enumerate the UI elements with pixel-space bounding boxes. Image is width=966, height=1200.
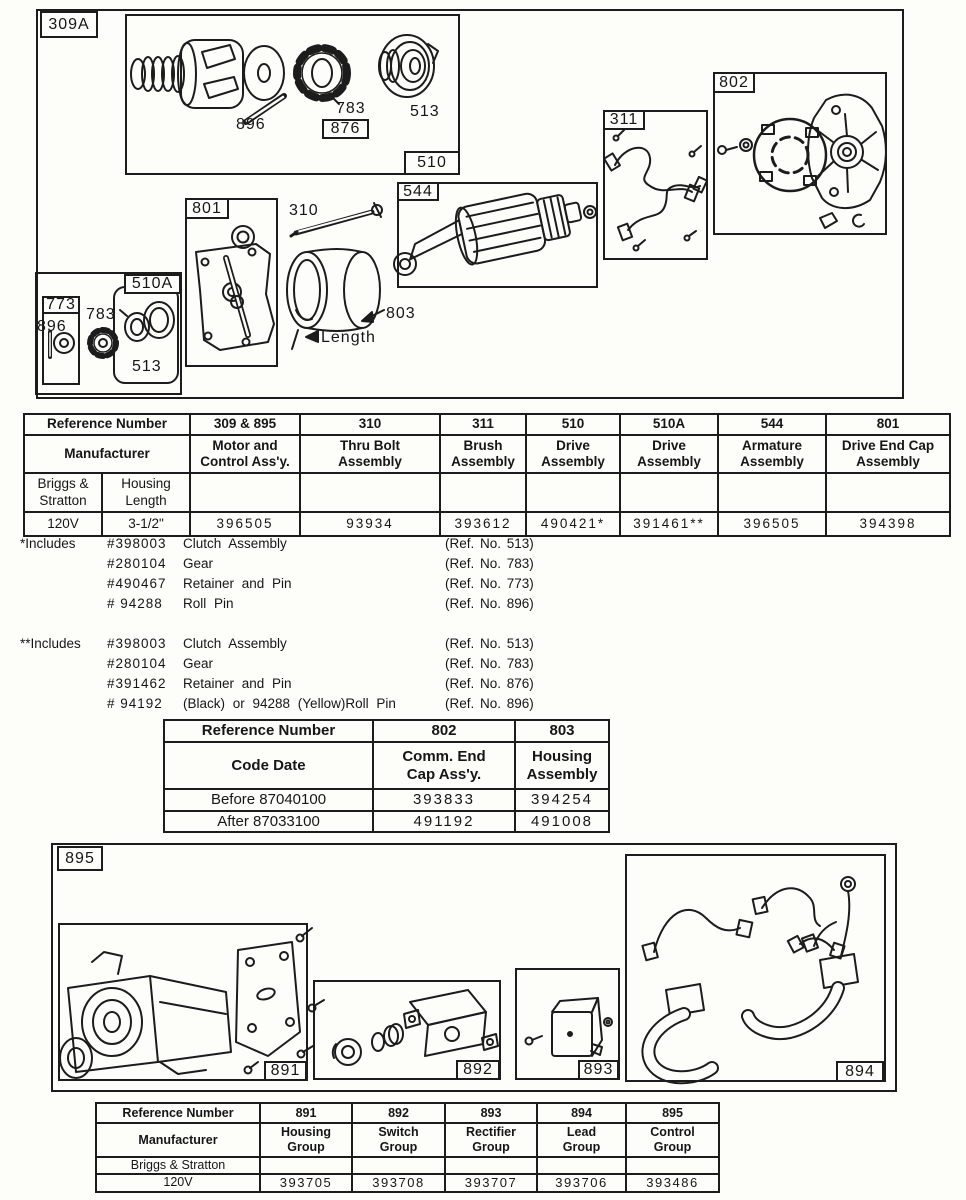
desc-line: Cap Ass'y. xyxy=(406,765,482,783)
label-box-891: 891 xyxy=(264,1061,307,1081)
t1-desc-drive-a xyxy=(620,435,718,473)
t3-col-894: 894 xyxy=(537,1103,626,1123)
t2-desc-housing xyxy=(515,742,609,789)
label-box-773: 773 xyxy=(42,296,80,314)
desc-line: Group xyxy=(653,1140,692,1154)
label-box-892: 892 xyxy=(456,1060,500,1080)
footnote-desc: (Black) or 94288 (Yellow)Roll Pin xyxy=(183,696,396,711)
desc-line: Drive xyxy=(652,437,686,453)
t1-empty xyxy=(440,473,526,512)
desc-line: Housing xyxy=(532,747,592,765)
label-896: 896 xyxy=(236,116,266,133)
t1-brand xyxy=(24,473,102,512)
t3-col-892: 892 xyxy=(352,1103,445,1123)
desc-line: Switch xyxy=(378,1125,419,1139)
desc-line: Control xyxy=(650,1125,695,1139)
footnote-line xyxy=(20,676,620,696)
t2-val-after-803: 491008 xyxy=(515,811,609,832)
label-513: 513 xyxy=(410,103,440,120)
footnote-ref: (Ref. No. 783) xyxy=(445,656,534,671)
desc-line: Rectifier xyxy=(465,1125,517,1139)
detail-box-802 xyxy=(713,72,887,235)
group-label-309a: 309A xyxy=(40,11,98,38)
label-box-876: 876 xyxy=(322,119,369,139)
t3-empty xyxy=(445,1157,537,1174)
desc-line: Group xyxy=(379,1140,418,1154)
t2-ref-header: Reference Number xyxy=(164,720,373,742)
label-box-801: 801 xyxy=(185,198,229,219)
t1-desc-end-cap xyxy=(826,435,950,473)
footnote-ref: (Ref. No. 783) xyxy=(445,556,534,571)
t1-col-510a: 510A xyxy=(620,414,718,435)
label-box-510a: 510A xyxy=(124,274,181,294)
t1-col-310: 310 xyxy=(300,414,440,435)
t3-empty xyxy=(352,1157,445,1174)
brand-line: Stratton xyxy=(39,492,87,508)
desc-line: Armature xyxy=(742,437,803,453)
footnote-part: #280104 xyxy=(107,656,167,671)
t2-code-date: Code Date xyxy=(164,742,373,789)
footnote-desc: Retainer and Pin xyxy=(183,676,292,691)
t3-val-893: 393707 xyxy=(445,1174,537,1192)
t1-desc-brush xyxy=(440,435,526,473)
t3-desc-housing xyxy=(260,1123,352,1157)
desc-line: Assembly xyxy=(338,454,402,469)
detail-box-311 xyxy=(603,110,708,260)
t2-val-before-803: 394254 xyxy=(515,789,609,811)
t3-col-893: 893 xyxy=(445,1103,537,1123)
starter-parts-table xyxy=(23,413,951,537)
t1-col-510: 510 xyxy=(526,414,620,435)
desc-line: Group xyxy=(287,1140,325,1154)
footnote-ref: (Ref. No. 896) xyxy=(445,696,534,711)
footnote-ref: (Ref. No. 513) xyxy=(445,536,534,551)
desc-line: Lead xyxy=(566,1125,597,1139)
t1-val-510a: 391461** xyxy=(620,512,718,536)
t3-manufacturer: Manufacturer xyxy=(96,1123,260,1157)
footnote-part: # 94288 xyxy=(107,596,163,611)
desc-line: Group xyxy=(472,1140,510,1154)
t3-val-894: 393706 xyxy=(537,1174,626,1192)
t1-val-544: 396505 xyxy=(718,512,826,536)
footnote-line xyxy=(20,556,620,576)
t3-empty xyxy=(260,1157,352,1174)
t1-ref-header: Reference Number xyxy=(24,414,190,435)
footnote-line xyxy=(20,536,620,556)
footnote-line xyxy=(20,696,620,716)
footnote-marker: *Includes xyxy=(20,536,76,551)
brand-line: Briggs & xyxy=(37,476,89,492)
label-310: 310 xyxy=(289,202,319,219)
t2-val-before-802: 393833 xyxy=(373,789,515,811)
housing-line: Housing xyxy=(121,476,171,492)
desc-line: Assembly xyxy=(451,454,515,469)
footnote-desc: Gear xyxy=(183,656,214,671)
t2-col-802: 802 xyxy=(373,720,515,742)
t2-col-803: 803 xyxy=(515,720,609,742)
label-803: 803 xyxy=(386,305,416,322)
desc-line: Assembly xyxy=(856,454,920,469)
t1-empty xyxy=(300,473,440,512)
t3-voltage: 120V xyxy=(96,1174,260,1192)
footnote-line xyxy=(20,656,620,676)
desc-line: Group xyxy=(562,1140,601,1154)
desc-line: Thru Bolt xyxy=(340,437,401,453)
label-783: 783 xyxy=(336,100,366,117)
t1-col-309-895: 309 & 895 xyxy=(190,414,300,435)
t3-val-891: 393705 xyxy=(260,1174,352,1192)
code-date-table xyxy=(163,719,610,833)
footnote-ref: (Ref. No. 513) xyxy=(445,636,534,651)
t1-val-801: 394398 xyxy=(826,512,950,536)
desc-line: Assembly xyxy=(637,454,701,469)
t3-col-895: 895 xyxy=(626,1103,719,1123)
t1-col-544: 544 xyxy=(718,414,826,435)
desc-line: Assembly xyxy=(526,765,598,783)
t1-val-510: 490421* xyxy=(526,512,620,536)
label-length: Length xyxy=(321,329,376,346)
t3-ref-header: Reference Number xyxy=(96,1103,260,1123)
t1-empty xyxy=(620,473,718,512)
footnote-part: #280104 xyxy=(107,556,167,571)
t1-empty xyxy=(826,473,950,512)
t1-length-val: 3-1/2" xyxy=(102,512,190,536)
footnote-part: # 94192 xyxy=(107,696,163,711)
desc-line: Drive xyxy=(556,437,590,453)
desc-line: Motor and xyxy=(212,437,278,453)
t1-desc-motor xyxy=(190,435,300,473)
label-box-510: 510 xyxy=(404,151,460,175)
label-box-311: 311 xyxy=(603,110,645,130)
t3-desc-lead xyxy=(537,1123,626,1157)
footnote-line xyxy=(20,636,620,656)
footnote-line xyxy=(20,596,620,616)
t2-row-after: After 87033100 xyxy=(164,811,373,832)
t3-empty xyxy=(626,1157,719,1174)
desc-line: Control Ass'y. xyxy=(200,454,290,469)
footnote-part: #398003 xyxy=(107,536,167,551)
t1-empty xyxy=(190,473,300,512)
footnote-desc: Clutch Assembly xyxy=(183,636,287,651)
t2-val-after-802: 491192 xyxy=(373,811,515,832)
footnote-desc: Gear xyxy=(183,556,214,571)
label-513-small: 513 xyxy=(132,358,162,375)
t2-desc-comm-end xyxy=(373,742,515,789)
t1-val-310: 93934 xyxy=(300,512,440,536)
footnote-single-asterisk xyxy=(20,536,620,616)
group-label-895: 895 xyxy=(57,846,103,871)
t3-desc-control xyxy=(626,1123,719,1157)
detail-box-891 xyxy=(58,923,308,1081)
desc-line: Brush xyxy=(463,437,503,453)
t1-empty xyxy=(718,473,826,512)
t1-desc-armature xyxy=(718,435,826,473)
label-896-small: 896 xyxy=(37,318,67,335)
t3-desc-switch xyxy=(352,1123,445,1157)
footnote-double-asterisk xyxy=(20,636,620,716)
footnote-part: #398003 xyxy=(107,636,167,651)
footnote-ref: (Ref. No. 876) xyxy=(445,676,534,691)
t1-col-311: 311 xyxy=(440,414,526,435)
label-box-544: 544 xyxy=(397,182,439,201)
t3-desc-rectifier xyxy=(445,1123,537,1157)
groups-table xyxy=(95,1102,720,1193)
desc-line: Comm. End xyxy=(402,747,486,765)
t1-empty xyxy=(526,473,620,512)
desc-line: Assembly xyxy=(541,454,605,469)
footnote-part: #490467 xyxy=(107,576,167,591)
t1-manufacturer: Manufacturer xyxy=(24,435,190,473)
footnote-desc: Clutch Assembly xyxy=(183,536,287,551)
footnote-desc: Roll Pin xyxy=(183,596,234,611)
t1-housing-length xyxy=(102,473,190,512)
footnote-desc: Retainer and Pin xyxy=(183,576,292,591)
t1-desc-thru-bolt xyxy=(300,435,440,473)
housing-line: Length xyxy=(125,492,167,508)
t1-desc-drive xyxy=(526,435,620,473)
footnote-part: #391462 xyxy=(107,676,167,691)
footnote-ref: (Ref. No. 896) xyxy=(445,596,534,611)
desc-line: Housing xyxy=(281,1125,331,1139)
t1-voltage: 120V xyxy=(24,512,102,536)
detail-box-801 xyxy=(185,198,278,367)
t1-col-801: 801 xyxy=(826,414,950,435)
t1-val-309-895: 396505 xyxy=(190,512,300,536)
footnote-line xyxy=(20,576,620,596)
detail-box-894 xyxy=(625,854,886,1082)
label-box-802: 802 xyxy=(713,72,755,93)
t1-val-311: 393612 xyxy=(440,512,526,536)
footnote-ref: (Ref. No. 773) xyxy=(445,576,534,591)
t3-col-891: 891 xyxy=(260,1103,352,1123)
desc-line: Drive End Cap xyxy=(841,437,935,453)
t3-val-892: 393708 xyxy=(352,1174,445,1192)
t2-row-before: Before 87040100 xyxy=(164,789,373,811)
desc-line: Assembly xyxy=(740,454,804,469)
t3-val-895: 393486 xyxy=(626,1174,719,1192)
footnote-marker: **Includes xyxy=(20,636,81,651)
label-box-893: 893 xyxy=(578,1060,619,1080)
label-783-small: 783 xyxy=(86,306,116,323)
t3-brand: Briggs & Stratton xyxy=(96,1157,260,1174)
t3-empty xyxy=(537,1157,626,1174)
label-box-894: 894 xyxy=(836,1061,884,1082)
